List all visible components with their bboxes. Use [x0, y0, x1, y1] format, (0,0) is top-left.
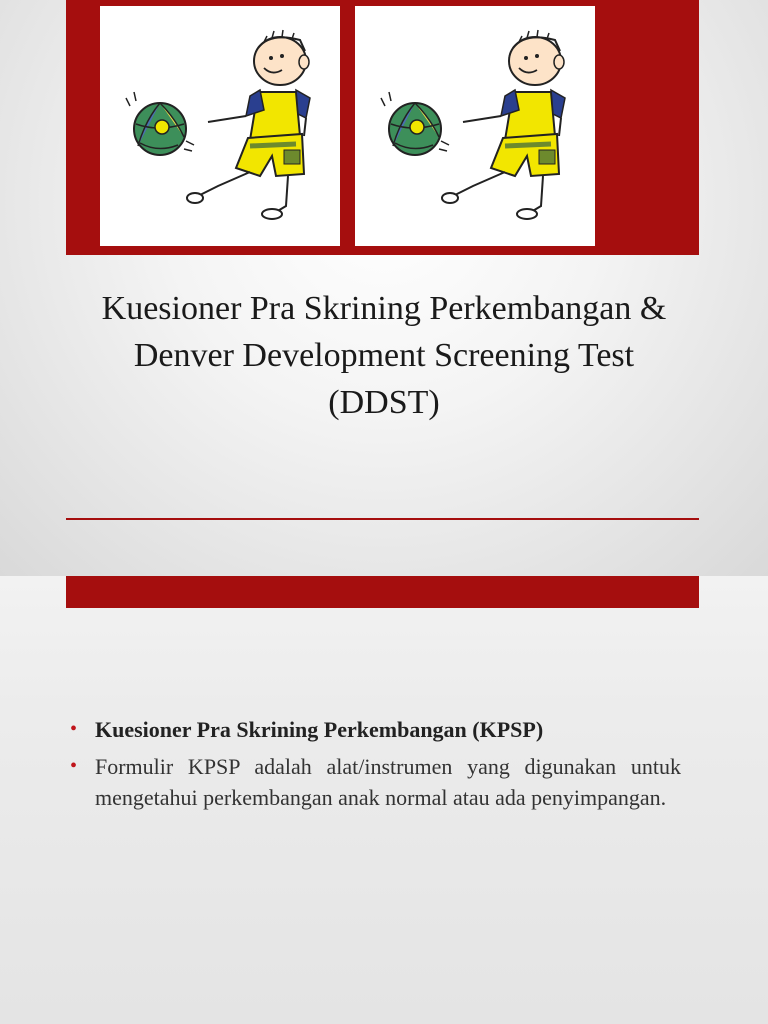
list-item — [66, 714, 681, 745]
bullet-text: Formulir KPSP adalah alat/instrumen yang digunakan untuk mengetahui perkembangan anak normal atau ada penyimpangan. — [95, 754, 681, 810]
boy-kicking-ball-illustration — [100, 6, 340, 246]
bullet-list — [66, 714, 681, 819]
ball-icon — [134, 103, 186, 155]
bullet-icon: • — [70, 755, 78, 777]
red-header-band — [66, 576, 699, 608]
boy-kicking-ball-illustration — [355, 6, 595, 246]
ball-icon — [389, 103, 441, 155]
title-line-2: Denver Development Screening Test — [133, 337, 635, 374]
slide-title — [20, 285, 748, 426]
bullet-icon: • — [70, 718, 78, 740]
title-line-3: (DDST) — [328, 384, 440, 421]
bullet-text: Kuesioner Pra Skrining Perkembangan (KPSP) — [95, 717, 544, 742]
content-slide — [0, 576, 768, 1024]
boy-kicking-ball-image-left — [100, 6, 340, 246]
boy-kicking-ball-image-right — [355, 6, 595, 246]
title-divider — [66, 518, 699, 520]
list-item — [66, 751, 681, 813]
title-line-1: Kuesioner Pra Skrining Perkembangan & — [101, 290, 667, 327]
